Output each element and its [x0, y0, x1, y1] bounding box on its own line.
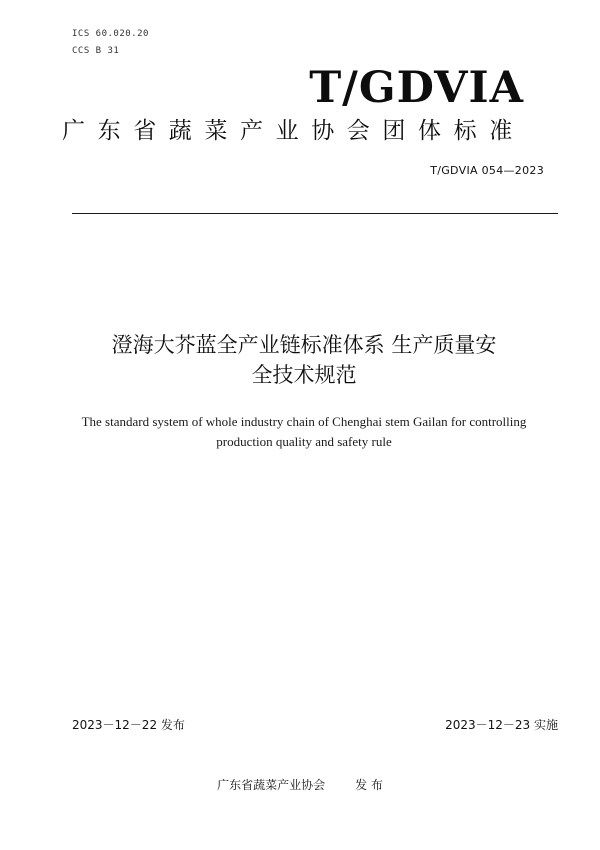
title-cn-line-2: 全技术规范	[251, 363, 357, 387]
document-title-chinese	[40, 330, 568, 390]
header-divider	[72, 213, 558, 214]
organization-standard-title: 广东省蔬菜产业协会团体标准	[62, 118, 525, 144]
ccs-code: CCS B 31	[72, 46, 120, 56]
standard-brand: T/GDVIA	[309, 63, 524, 113]
issue-date: 2023－12－22 发布	[72, 718, 185, 732]
publisher-name: 广东省蔬菜产业协会	[217, 778, 326, 792]
ics-code: ICS 60.020.20	[72, 29, 149, 39]
document-title-english	[40, 412, 568, 452]
title-en-line-1: The standard system of whole industry chain of Chenghai stem Gailan for controlling	[81, 414, 527, 429]
title-en-line-2: production quality and safety rule	[216, 434, 392, 449]
publisher-line	[0, 776, 600, 793]
publish-action: 发 布	[355, 778, 383, 792]
standard-number: T/GDVIA 054—2023	[430, 164, 544, 177]
title-cn-line-1: 澄海大芥蓝全产业链标准体系 生产质量安	[111, 333, 497, 357]
implementation-date: 2023－12－23 实施	[445, 718, 558, 732]
